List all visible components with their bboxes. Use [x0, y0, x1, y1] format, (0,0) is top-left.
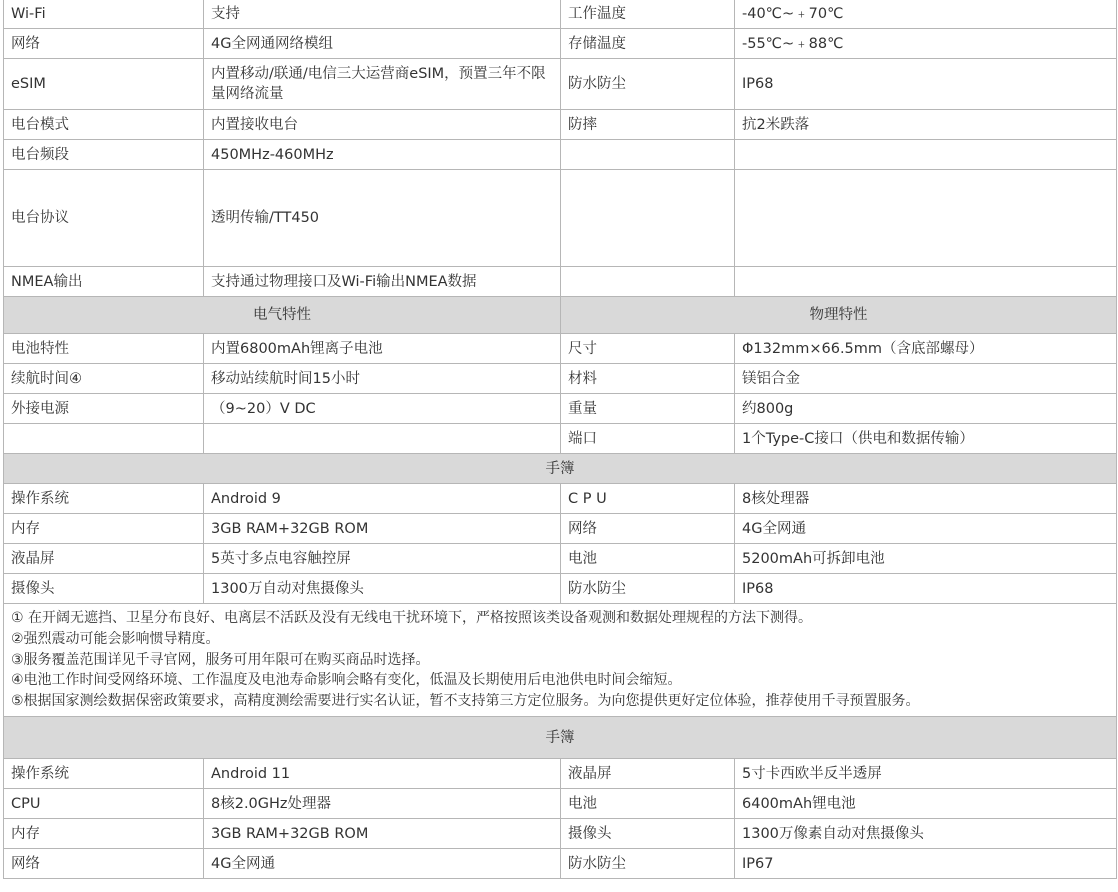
footnote: ⑤根据国家测绘数据保密政策要求，高精度测绘需要进行实名认证，暂不支持第三方定位服务。为向您提供更好定位体验，推荐使用千寻预置服务。 [11, 693, 920, 710]
spec-label: 电台协议 [4, 170, 204, 267]
section-header-row [4, 717, 1117, 759]
spec-row [4, 574, 1117, 604]
spec-value: -55℃~﹢88℃ [735, 29, 1117, 59]
section-header-row [4, 454, 1117, 484]
spec-value: 4G全网通 [735, 514, 1117, 544]
footnote: ① 在开阔无遮挡、卫星分布良好、电离层不活跃及没有无线电干扰环境下，严格按照该类设备观测和数据处理规程的方法下测得。 [11, 610, 812, 626]
spec-table [3, 0, 1117, 879]
spec-label: 防水防尘 [561, 59, 735, 110]
spec-label: 网络 [561, 514, 735, 544]
spec-value: 内置接收电台 [204, 110, 561, 140]
spec-row [4, 849, 1117, 879]
spec-value [204, 424, 561, 454]
section-header-electrical: 电气特性 [4, 297, 561, 334]
spec-label: 材料 [561, 364, 735, 394]
spec-value: Φ132mm×66.5mm（含底部螺母） [735, 334, 1117, 364]
spec-label: 液晶屏 [4, 544, 204, 574]
section-header-handbook: 手簿 [4, 454, 1117, 484]
spec-label: 尺寸 [561, 334, 735, 364]
spec-value: 支持通过物理接口及Wi-Fi输出NMEA数据 [204, 267, 561, 297]
spec-value: 5英寸多点电容触控屏 [204, 544, 561, 574]
spec-label: 外接电源 [4, 394, 204, 424]
spec-label: 网络 [4, 29, 204, 59]
footnotes [4, 604, 1117, 717]
spec-label: 防水防尘 [561, 574, 735, 604]
spec-label [561, 267, 735, 297]
spec-value: 3GB RAM+32GB ROM [204, 514, 561, 544]
spec-value: 镁铝合金 [735, 364, 1117, 394]
spec-label [4, 424, 204, 454]
spec-row [4, 110, 1117, 140]
spec-value: Android 9 [204, 484, 561, 514]
spec-label: 操作系统 [4, 759, 204, 789]
spec-label: 工作温度 [561, 0, 735, 29]
spec-label: Wi-Fi [4, 0, 204, 29]
spec-value: 抗2米跌落 [735, 110, 1117, 140]
spec-row [4, 140, 1117, 170]
footnote: ②强烈震动可能会影响惯导精度。 [11, 630, 220, 647]
spec-value: -40℃~﹢70℃ [735, 0, 1117, 29]
spec-value: 4G全网通 [204, 849, 561, 879]
spec-label: 电台频段 [4, 140, 204, 170]
spec-label: 电台模式 [4, 110, 204, 140]
spec-label: 液晶屏 [561, 759, 735, 789]
spec-value: 5200mAh可拆卸电池 [735, 544, 1117, 574]
spec-row [4, 267, 1117, 297]
spec-value: 支持 [204, 0, 561, 29]
spec-row [4, 789, 1117, 819]
spec-row [4, 544, 1117, 574]
spec-label [561, 140, 735, 170]
spec-value: 4G全网通网络模组 [204, 29, 561, 59]
spec-label: 重量 [561, 394, 735, 424]
spec-value [735, 140, 1117, 170]
spec-label: 电池 [561, 789, 735, 819]
spec-row [4, 29, 1117, 59]
spec-value: 内置6800mAh锂离子电池 [204, 334, 561, 364]
spec-row [4, 0, 1117, 29]
spec-label: 内存 [4, 819, 204, 849]
spec-value: Android 11 [204, 759, 561, 789]
spec-label: CPU [4, 789, 204, 819]
spec-value: 约800g [735, 394, 1117, 424]
spec-label: eSIM [4, 59, 204, 110]
spec-value [735, 267, 1117, 297]
spec-label: 防水防尘 [561, 849, 735, 879]
spec-label: 操作系统 [4, 484, 204, 514]
spec-label: 摄像头 [4, 574, 204, 604]
footnote: ③服务覆盖范围详见千寻官网，服务可用年限可在购买商品时选择。 [11, 651, 430, 668]
section-header-handbook: 手簿 [4, 717, 1117, 759]
spec-value: IP67 [735, 849, 1117, 879]
spec-row [4, 170, 1117, 267]
notes-row [4, 604, 1117, 717]
spec-value [735, 170, 1117, 267]
spec-label: 存储温度 [561, 29, 735, 59]
spec-label: 端口 [561, 424, 735, 454]
spec-value: 450MHz-460MHz [204, 140, 561, 170]
section-header-row [4, 297, 1117, 334]
spec-label: 电池特性 [4, 334, 204, 364]
spec-value: 5寸卡西欧半反半透屏 [735, 759, 1117, 789]
spec-label: 电池 [561, 544, 735, 574]
spec-label: 内存 [4, 514, 204, 544]
spec-value: 1300万自动对焦摄像头 [204, 574, 561, 604]
spec-row [4, 759, 1117, 789]
spec-value: 移动站续航时间15小时 [204, 364, 561, 394]
spec-row [4, 484, 1117, 514]
spec-row [4, 364, 1117, 394]
spec-label: 防摔 [561, 110, 735, 140]
section-header-physical: 物理特性 [561, 297, 1117, 334]
spec-row [4, 514, 1117, 544]
spec-label: C P U [561, 484, 735, 514]
spec-row [4, 819, 1117, 849]
spec-label [561, 170, 735, 267]
spec-row [4, 334, 1117, 364]
spec-value: 6400mAh锂电池 [735, 789, 1117, 819]
spec-value: 内置移动/联通/电信三大运营商eSIM，预置三年不限量网络流量 [204, 59, 561, 110]
spec-value: 1个Type-C接口（供电和数据传输） [735, 424, 1117, 454]
spec-value: 3GB RAM+32GB ROM [204, 819, 561, 849]
spec-value: IP68 [735, 574, 1117, 604]
spec-label: 续航时间④ [4, 364, 204, 394]
spec-label: NMEA输出 [4, 267, 204, 297]
spec-value: 透明传输/TT450 [204, 170, 561, 267]
footnote: ④电池工作时间受网络环境、工作温度及电池寿命影响会略有变化，低温及长期使用后电池供电时间会缩短。 [11, 672, 682, 689]
spec-row [4, 59, 1117, 110]
spec-value: IP68 [735, 59, 1117, 110]
spec-value: 8核2.0GHz处理器 [204, 789, 561, 819]
spec-value: 1300万像素自动对焦摄像头 [735, 819, 1117, 849]
spec-row [4, 394, 1117, 424]
spec-value: 8核处理器 [735, 484, 1117, 514]
spec-value: （9~20）V DC [204, 394, 561, 424]
spec-row [4, 424, 1117, 454]
spec-label: 网络 [4, 849, 204, 879]
spec-label: 摄像头 [561, 819, 735, 849]
